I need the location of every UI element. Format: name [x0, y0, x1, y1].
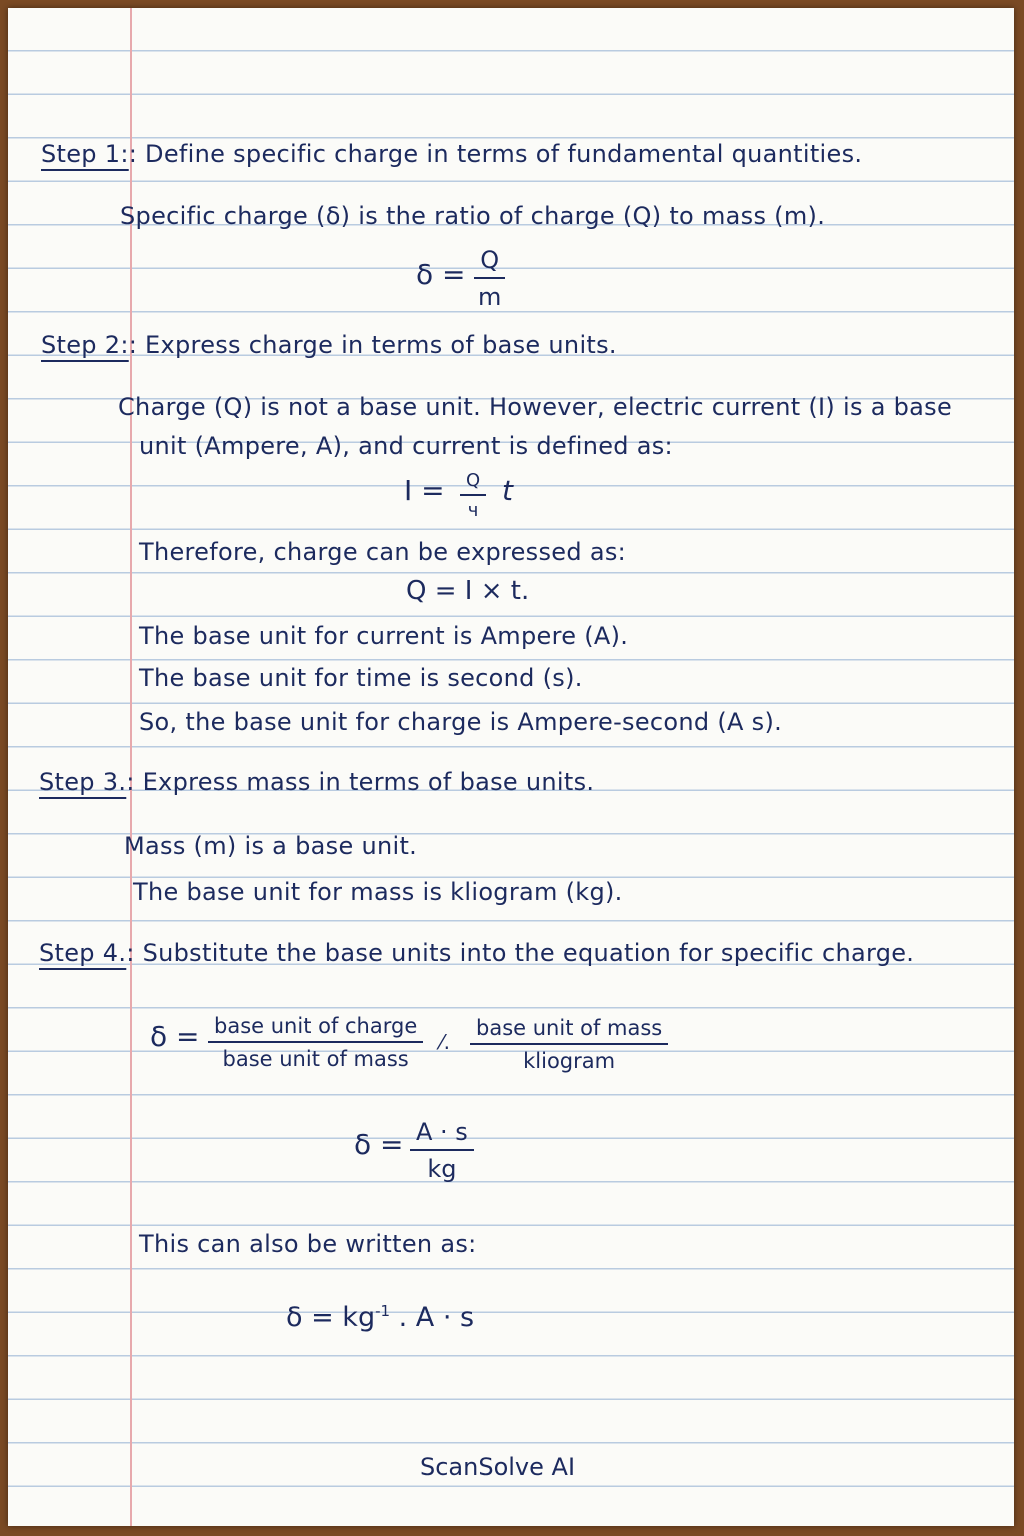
step4-label: Step 4. — [39, 939, 127, 967]
margin-line — [130, 8, 132, 1526]
footer-brand: ScanSolve AI — [420, 1453, 576, 1481]
step4-eq3-exponent: -1 — [375, 1302, 391, 1320]
step1-heading — [41, 140, 862, 168]
step4-eq1-den2: kliogram — [523, 1049, 616, 1073]
step4-eq1-num1: base unit of charge — [208, 1014, 423, 1043]
step1-eq-lhs: δ = — [416, 258, 466, 291]
step2-title: : Express charge in terms of base units. — [128, 331, 617, 359]
step2-eq1-num: Q — [460, 470, 486, 496]
step4-eq1-num2: base unit of mass — [470, 1016, 668, 1045]
step4-eq2-fraction — [410, 1118, 474, 1183]
step1-eq-num: Q — [474, 246, 505, 279]
step2-line6: So, the base unit for charge is Ampere-second (A s). — [139, 708, 783, 736]
step3-label: Step 3. — [39, 768, 127, 796]
step4-eq3 — [286, 1302, 474, 1333]
step2-eq1-fraction — [460, 470, 486, 521]
step4-heading — [39, 939, 914, 967]
step3-title: : Express mass in terms of base units. — [126, 768, 595, 796]
step4-title: : Substitute the base units into the equation for specific charge. — [126, 939, 915, 967]
step1-label: Step 1: — [41, 140, 129, 168]
step4-eq1-fraction2 — [470, 1016, 668, 1073]
step3-heading — [39, 768, 594, 796]
step4-eq2-den: kg — [427, 1155, 457, 1183]
step3-line2: The base unit for mass is kliogram (kg). — [133, 878, 623, 906]
step1-eq-den: m — [478, 283, 502, 311]
step4-eq1-lhs: δ = — [150, 1020, 200, 1053]
step2-eq2: Q = I × t. — [406, 576, 530, 606]
step2-line4: The base unit for current is Ampere (A). — [139, 622, 629, 650]
step2-line3: Therefore, charge can be expressed as: — [139, 538, 627, 566]
step1-title: : Define specific charge in terms of fundamental quantities. — [128, 140, 863, 168]
step1-eq-fraction — [472, 246, 507, 311]
step4-eq3-rest: . A · s — [390, 1302, 475, 1333]
step2-eq1-rhs: t — [502, 474, 513, 507]
step4-eq2-lhs: δ = — [354, 1128, 404, 1161]
step2-line2: unit (Ampere, A), and current is defined as: — [139, 432, 673, 460]
notebook-paper — [8, 8, 1014, 1526]
step4-eq1-operator: ⁄. — [440, 1030, 451, 1054]
step2-label: Step 2: — [41, 331, 129, 359]
step2-line5: The base unit for time is second (s). — [139, 664, 583, 692]
step4-eq1-fraction1 — [208, 1014, 423, 1071]
step2-line1: Charge (Q) is not a base unit. However, electric current (I) is a base — [118, 393, 953, 421]
step1-line1: Specific charge (δ) is the ratio of charge (Q) to mass (m). — [120, 202, 826, 230]
step2-heading — [41, 331, 617, 359]
step4-eq1-den1: base unit of mass — [222, 1047, 409, 1071]
step2-eq1-lhs: I = — [404, 474, 445, 507]
step4-line1: This can also be written as: — [139, 1230, 477, 1258]
step4-eq2-num: A · s — [410, 1118, 474, 1151]
step4-eq3-base: δ = kg — [286, 1302, 376, 1333]
step2-eq1-den: ч — [467, 500, 479, 521]
step3-line1: Mass (m) is a base unit. — [124, 832, 418, 860]
